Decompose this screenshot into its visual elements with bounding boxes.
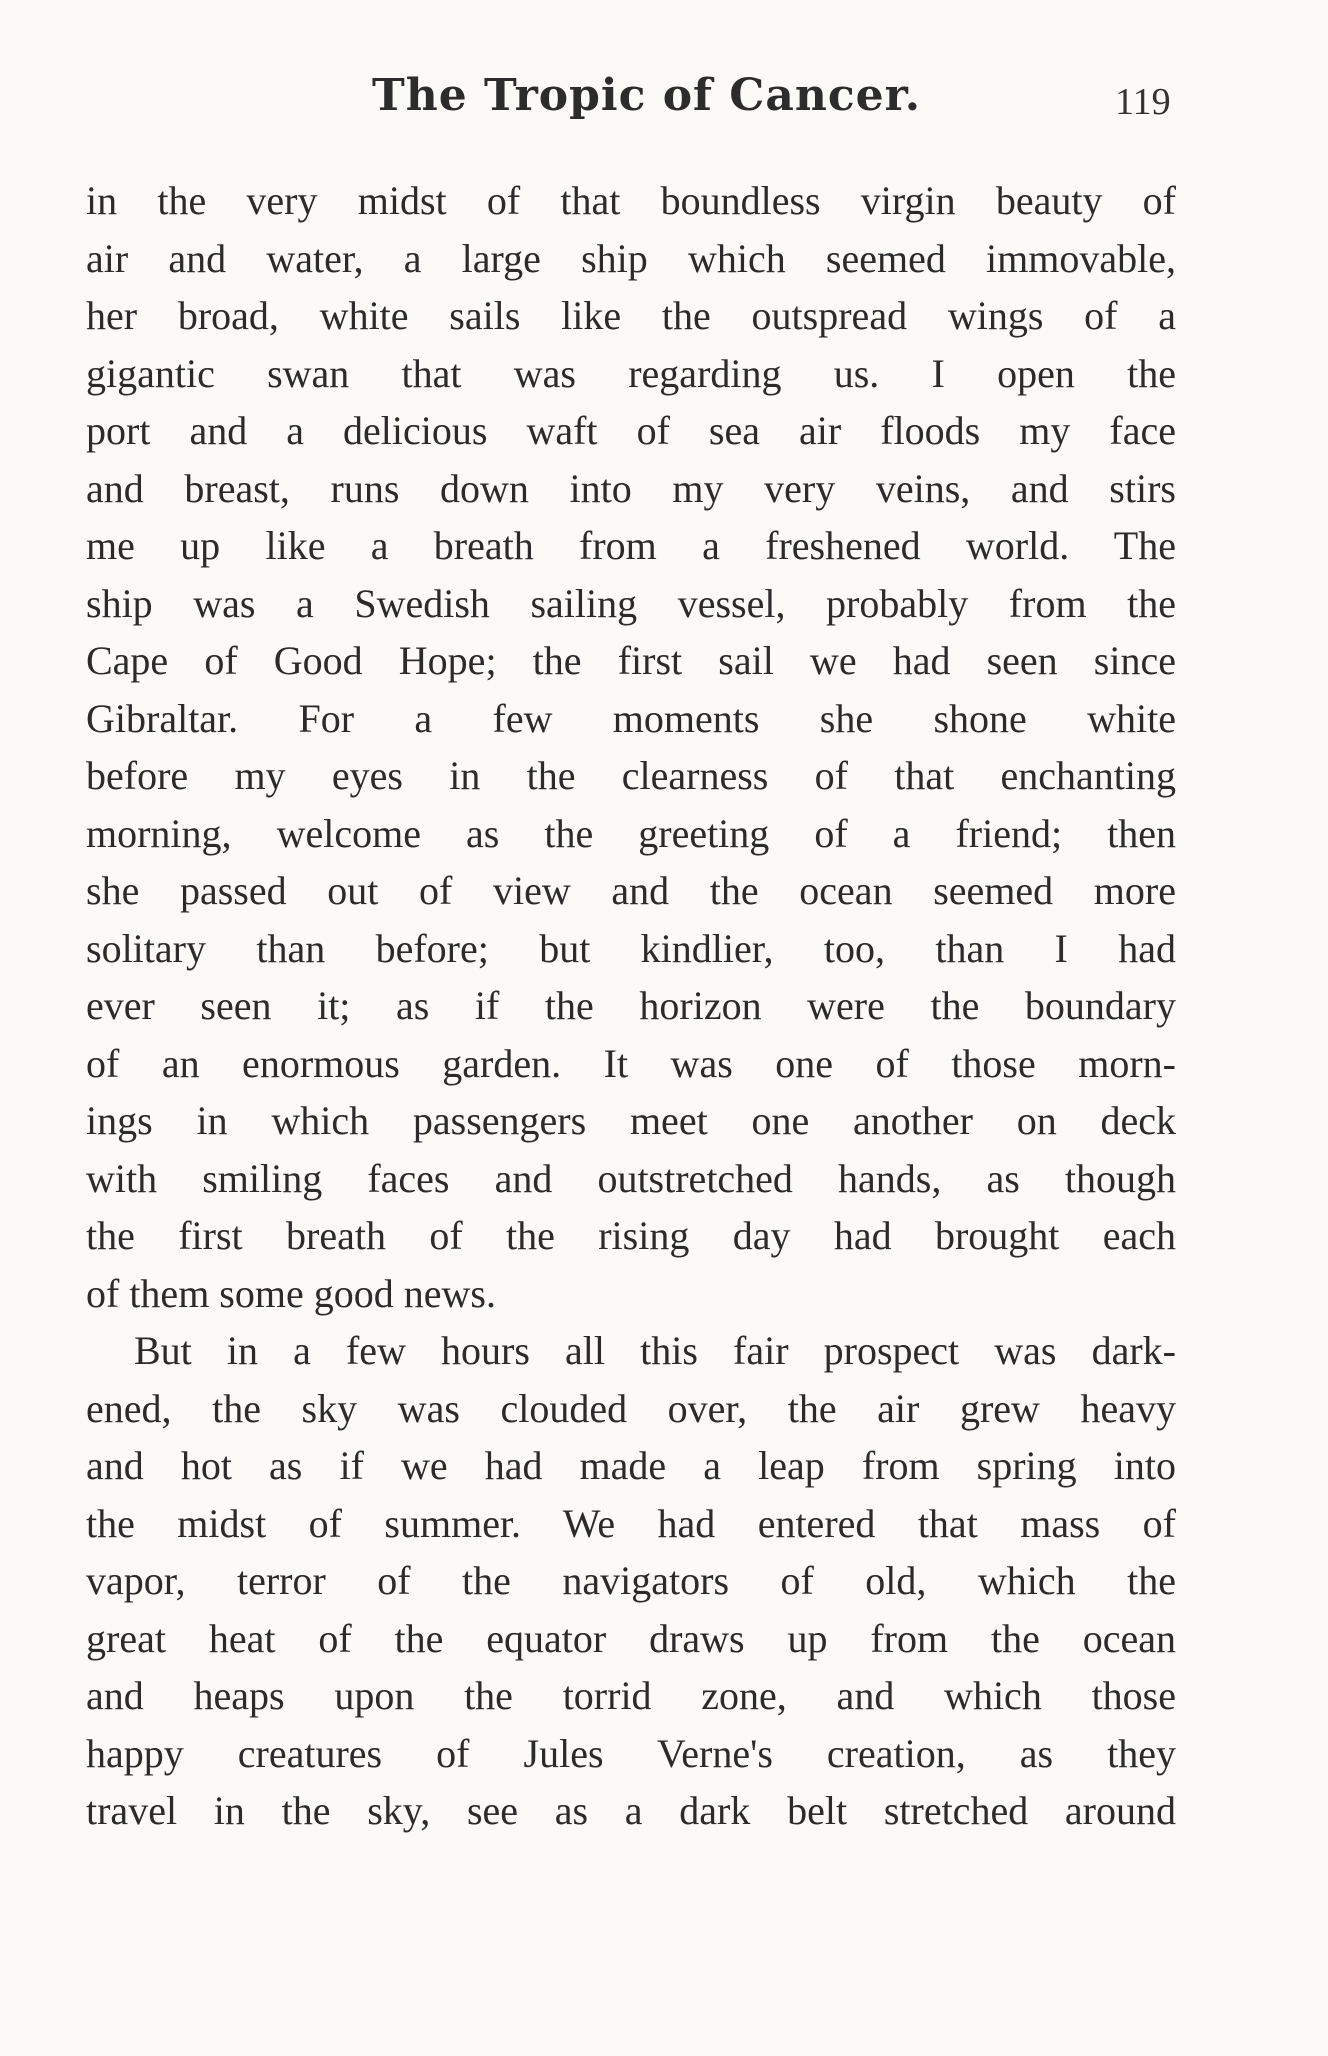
text-line: of them some good news. bbox=[86, 1270, 496, 1316]
text-line: vapor, terror of the navigators of old, which the bbox=[86, 1558, 1176, 1603]
text-line: before my eyes in the clearness of that enchanting bbox=[86, 753, 1176, 798]
text-line: ings in which passengers meet one another on deck bbox=[86, 1098, 1176, 1143]
text-line: solitary than before; but kindlier, too, than I had bbox=[86, 925, 1176, 971]
text-line: Cape of Good Hope; the first sail we had seen since bbox=[86, 638, 1176, 683]
paragraph-2 bbox=[86, 1322, 1176, 1840]
text-line: the first breath of the rising day had brought each bbox=[86, 1213, 1176, 1258]
text-line: port and a delicious waft of sea air floods my face bbox=[86, 408, 1176, 453]
body-text bbox=[86, 172, 1176, 1840]
text-line: the midst of summer. We had entered that mass of bbox=[86, 1500, 1176, 1546]
paragraph-1 bbox=[86, 172, 1176, 1322]
text-line: her broad, white sails like the outspread wings of a bbox=[86, 293, 1176, 338]
text-line: air and water, a large ship which seemed immovable, bbox=[86, 235, 1176, 281]
text-line: of an enormous garden. It was one of those morn- bbox=[86, 1040, 1176, 1086]
text-line: and heaps upon the torrid zone, and which those bbox=[86, 1673, 1176, 1718]
text-line: with smiling faces and outstretched hands, as though bbox=[86, 1155, 1176, 1201]
text-line: and breast, runs down into my very veins, and stirs bbox=[86, 465, 1176, 511]
text-line: great heat of the equator draws up from the ocean bbox=[86, 1615, 1176, 1661]
text-line: she passed out of view and the ocean seemed more bbox=[86, 868, 1176, 913]
page-number: 119 bbox=[1115, 81, 1171, 123]
text-line: gigantic swan that was regarding us. I open the bbox=[86, 350, 1176, 396]
text-line: Gibraltar. For a few moments she shone white bbox=[86, 695, 1176, 741]
text-line: ever seen it; as if the horizon were the boundary bbox=[86, 983, 1176, 1028]
text-line: in the very midst of that boundless virgin beauty of bbox=[86, 178, 1176, 223]
text-line: happy creatures of Jules Verne's creation, as they bbox=[86, 1730, 1176, 1776]
running-title: The Tropic of Cancer. bbox=[372, 70, 922, 121]
text-line: morning, welcome as the greeting of a friend; then bbox=[86, 810, 1176, 856]
running-head bbox=[0, 70, 1328, 130]
text-line: travel in the sky, see as a dark belt stretched around bbox=[86, 1788, 1176, 1833]
text-line: and hot as if we had made a leap from spring into bbox=[86, 1443, 1176, 1488]
text-line: ened, the sky was clouded over, the air grew heavy bbox=[86, 1385, 1176, 1431]
text-line: me up like a breath from a freshened world. The bbox=[86, 523, 1176, 568]
text-line: ship was a Swedish sailing vessel, probably from the bbox=[86, 580, 1176, 626]
text-line: But in a few hours all this fair prospect was dark- bbox=[134, 1328, 1176, 1373]
